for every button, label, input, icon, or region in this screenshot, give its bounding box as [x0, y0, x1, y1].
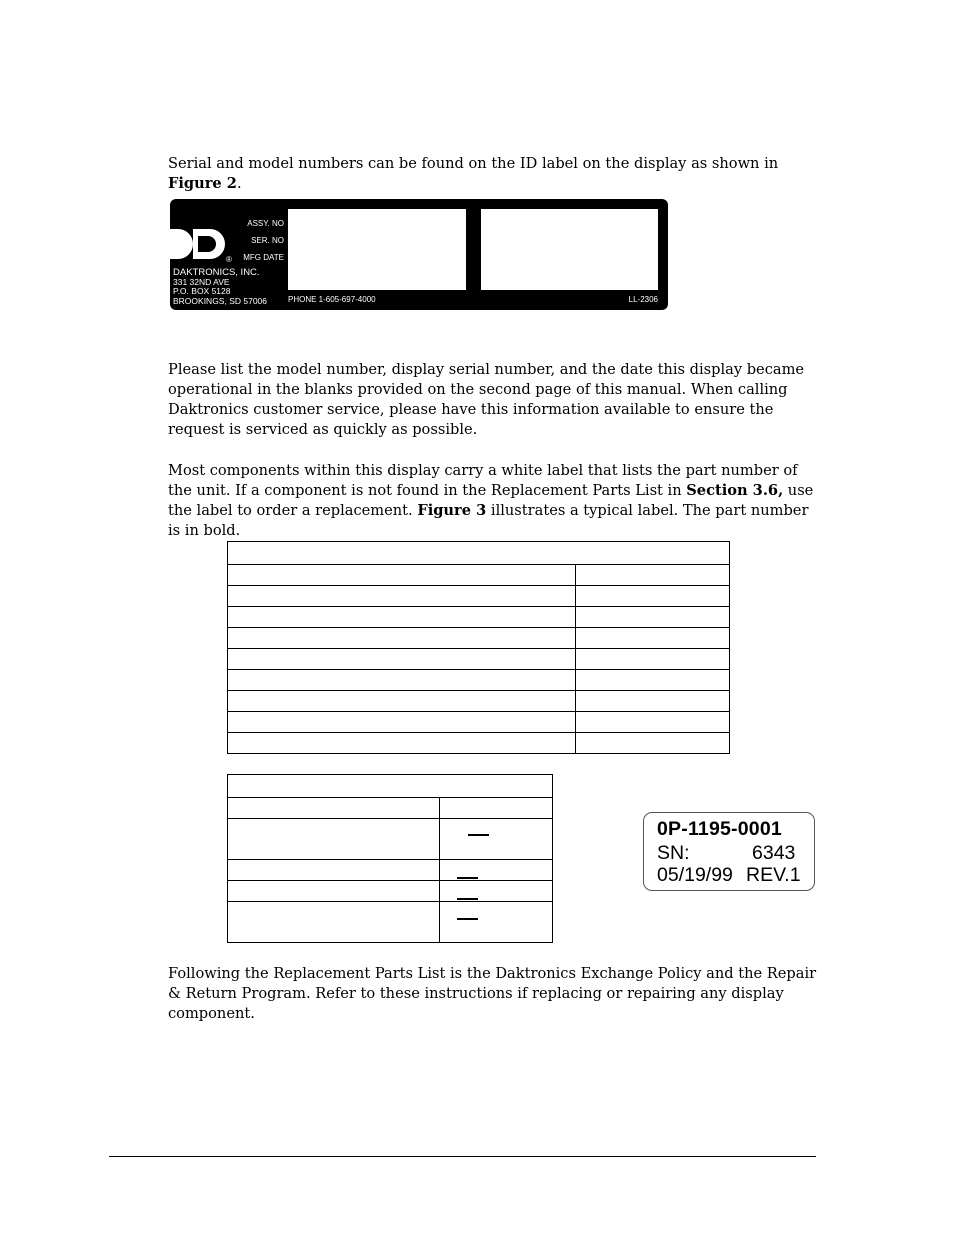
- serial-number-value: 6343: [752, 842, 796, 864]
- id-label-blank-field: [288, 209, 466, 290]
- id-label-blank-field: [481, 209, 658, 290]
- ser-no-label: SER. NO: [251, 236, 284, 245]
- manufacture-date: 05/19/99: [657, 864, 733, 886]
- intro-text: Serial and model numbers can be found on the ID label on the display as shown in: [168, 155, 779, 172]
- components-text-2: use the label to order a replacement.: [168, 482, 814, 519]
- table-2: [227, 774, 553, 943]
- list-info-paragraph: Please list the model number, display serial number, and the date this display became operational in the blanks provided on the second page of this manual. When calling Daktronics customer service, please have this information available to ensure the request is serviced as quickly as possible.: [168, 361, 805, 438]
- revision: REV.1: [746, 864, 801, 886]
- part-label-figure: [643, 812, 815, 891]
- intro-end: .: [236, 175, 242, 192]
- id-label-address-lines: 331 32ND AVE P.O. BOX 5128 BROOKINGS, SD 57006: [173, 276, 268, 306]
- part-number: 0P-1195-0001: [657, 818, 782, 840]
- components-text-1: Most components within this display carry a white label that lists the part number of the unit. If a component is not found in the Replacement Parts List in: [168, 462, 798, 499]
- id-label-code: LL-2306: [628, 295, 658, 304]
- table-1: [227, 541, 730, 754]
- assy-no-label: ASSY. NO: [247, 219, 284, 228]
- components-text-3: illustrates a typical label. The part number is in bold.: [168, 502, 809, 539]
- registered-mark: ®: [226, 255, 232, 264]
- figure-2-reference: Figure 2: [168, 175, 237, 192]
- id-label-company: DAKTRONICS, INC.: [173, 267, 260, 278]
- id-label-address: [173, 268, 267, 306]
- id-label-figure: [170, 199, 668, 310]
- section-3-6-reference: Section 3.6,: [686, 482, 784, 499]
- serial-number-label: SN:: [657, 842, 690, 864]
- following-paragraph: Following the Replacement Parts List is the Daktronics Exchange Policy and the Repair & Return Program. Refer to these instructions if replacing or repairing any display component.: [168, 965, 817, 1022]
- mfg-date-label: MFG DATE: [243, 253, 284, 262]
- components-paragraph: [168, 461, 818, 541]
- footer-rule: [109, 1156, 816, 1157]
- id-label-phone: PHONE 1-605-697-4000: [288, 295, 376, 304]
- figure-3-reference: Figure 3: [417, 502, 487, 519]
- intro-paragraph: [168, 154, 818, 194]
